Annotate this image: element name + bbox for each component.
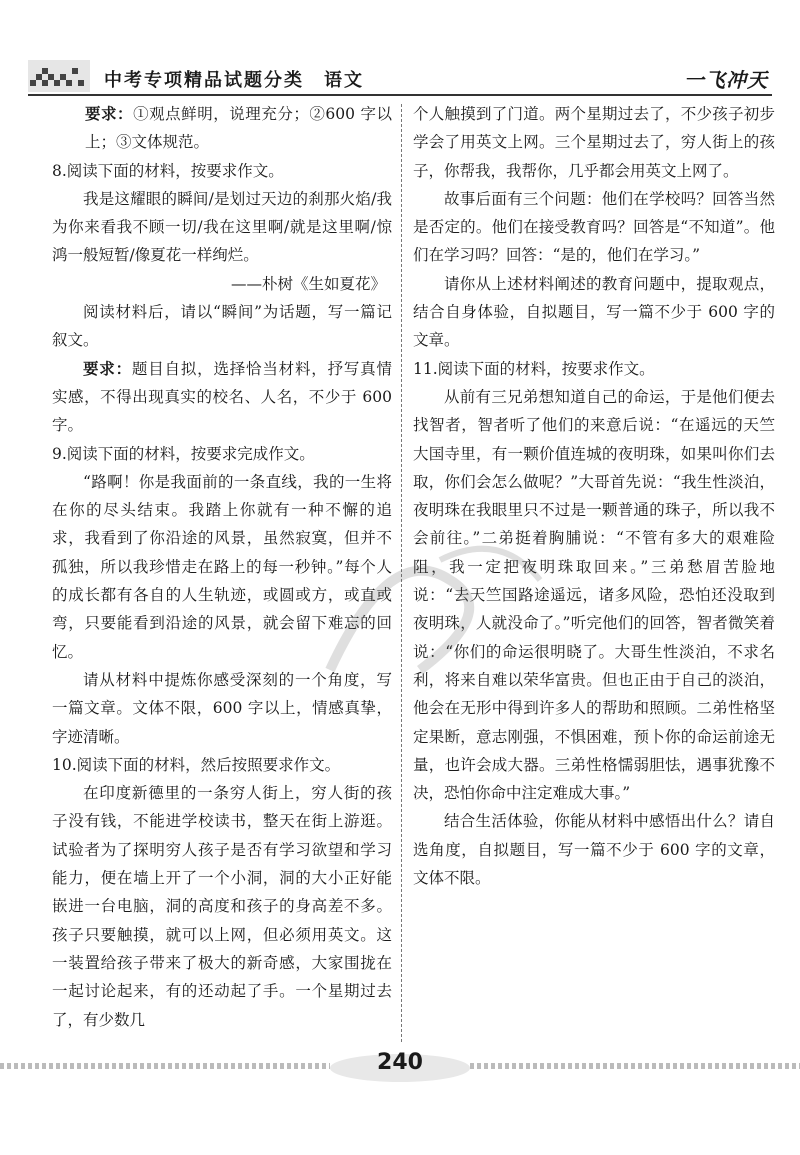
req-text: ①观点鲜明，说理充分；②600 字以上；③文体规范。: [85, 105, 392, 152]
q7-requirements: [52, 100, 392, 157]
book-title: 中考专项精品试题分类 语文: [104, 70, 364, 91]
q11-heading: 11.阅读下面的材料，按要求作文。: [413, 359, 655, 378]
page-header: [28, 58, 772, 100]
header-rule: [28, 94, 772, 96]
q10-task: 请你从上述材料阐述的教育问题中，提取观点，结合自身体验，自拟题目，写一篇不少于 600 字的文章。: [413, 274, 775, 350]
q10-story: 故事后面有三个问题：他们在学校吗？回答当然是否定的。他们在接受教育吗？回答是“不知道”。他们在学习吗？回答：“是的，他们在学习。”: [413, 189, 775, 265]
req-label: 要求：: [85, 104, 134, 123]
q8-task: 阅读材料后，请以“瞬间”为话题，写一篇记叙文。: [52, 303, 392, 350]
checker-decoration-icon: [28, 60, 90, 92]
right-column: [413, 100, 775, 892]
q8-heading: 8.阅读下面的材料，按要求作文。: [52, 161, 284, 180]
q8-requirements: [52, 355, 392, 440]
q11-material: 从前有三兄弟想知道自己的命运，于是他们便去找智者，智者听了他们的来意后说：“在遥远的天竺大国寺里，有一颗价值连城的夜明珠，如果叫你们去取，你们会怎么做呢？”大哥首先说：“我生性淡泊，夜明珠在我眼里只不过是一颗普通的珠子，所以我不会前往。”二弟挺着胸脯说：“不管有多大的艰难险阻，我一定把夜明珠取回来。”三弟愁眉苦脸地说：“去天竺国路途遥远，诸多风险，恐怕还没取到夜明珠，人就没命了。”听完他们的回答，智者微笑着说：“你们的命运很明晓了。大哥生性淡泊，不求名利，将来自难以荣华富贵。但也正由于自己的淡泊，他会在无形中得到许多人的帮助和照顾。二弟性格坚定果断，意志刚强，不惧困难，预卜你的命运前途无量，也许会成大器。三弟性格懦弱胆怯，遇事犹豫不决，恐怕你命中注定难成大事。”: [413, 387, 775, 803]
q9-material: “路啊！你是我面前的一条直线，我的一生将在你的尽头结束。我踏上你就有一种不懈的追求，我看到了你沿途的风景，虽然寂寞，但并不孤独，所以我珍惜走在路上的每一秒钟。”每个人的成长都有各自的人生轨迹，或圆或方，或直或弯，只要能看到沿途的风景，就会留下难忘的回忆。: [52, 472, 392, 661]
brand-logo: 一飞冲天: [684, 68, 768, 92]
watermark-logo-icon: [300, 520, 560, 700]
q10-material-continued: 个人触摸到了门道。两个星期过去了，不少孩子初步学会了用英文上网。三个星期过去了，穷人街上的孩子，你帮我，我帮你，几乎都会用英文上网了。: [413, 105, 775, 180]
q9-task: 请从材料中提炼你感受深刻的一个角度，写一篇文章。文体不限，600 字以上，情感真挚，字迹清晰。: [52, 670, 392, 746]
q8-poem: 我是这耀眼的瞬间/是划过天边的刹那火焰/我为你来看我不顾一切/我在这里啊/就是这里啊/惊鸿一般短暂/像夏花一样绚烂。: [52, 189, 392, 265]
q9-heading: 9.阅读下面的材料，按要求完成作文。: [52, 444, 315, 463]
req-text: 题目自拟，选择恰当材料，抒写真情实感，不得出现真实的校名、人名，不少于 600 字。: [52, 359, 392, 435]
q10-heading: 10.阅读下面的材料，然后按照要求作文。: [52, 755, 341, 774]
q10-material: 在印度新德里的一条穷人街上，穷人街的孩子没有钱，不能进学校读书，整天在街上游逛。试验者为了探明穷人孩子是否有学习欲望和学习能力，便在墙上开了一个小洞，洞的大小正好能嵌进一台电脑，洞的高度和孩子的身高差不多。孩子只要触摸，就可以上网，但必须用英文。这一装置给孩子带来了极大的新奇感，大家围拢在一起讨论起来，有的还动起了手。一个星期过去了，有少数几: [52, 784, 392, 1029]
q8-attribution: ——朴树《生如夏花》: [230, 274, 386, 293]
req-label: 要求：: [83, 358, 132, 378]
page-number: 240: [377, 1050, 423, 1075]
q11-task: 结合生活体验，你能从材料中感悟出什么？请自选角度，自拟题目，写一篇不少于 600 字的文章，文体不限。: [413, 812, 775, 888]
